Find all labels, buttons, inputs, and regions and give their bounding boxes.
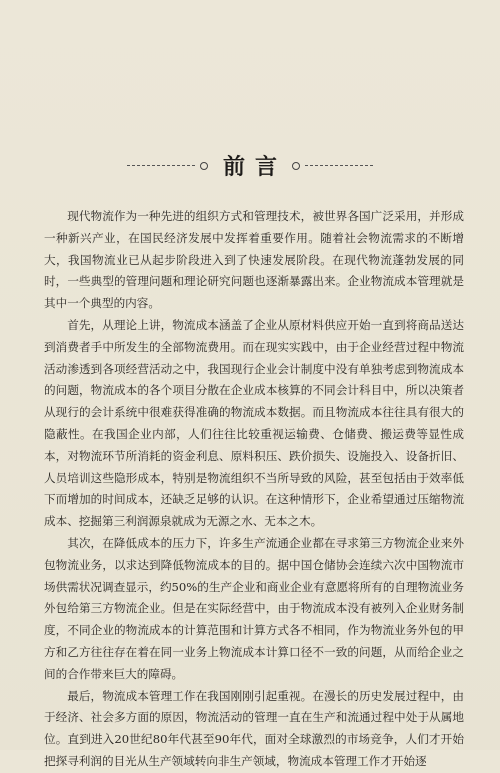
heading-ornament-right <box>292 162 300 170</box>
paragraph: 现代物流作为一种先进的组织方式和管理技术，被世界各国广泛采用，并形成一种新兴产业，在国民经济发展中发挥着重要作用。随着社会物流需求的不断增大，我国物流业已从起步阶段进入到了快速发展阶段。在现代物流蓬勃发展的同时，一些典型的管理问题和理论研究问题也逐渐暴露出来。企业物流成本管理就是其中一个典型的内容。 <box>44 209 464 311</box>
paragraph: 其次，在降低成本的压力下，许多生产流通企业都在寻求第三方物流企业来外包物流业务，以求达到降低物流成本的目的。据中国仓储协会连续六次中国物流市场供需状况调查显示，约50%的生产企业和商业企业有意愿将所有的自理物流业务外包给第三方物流企业。但是在实际经营中，由于物流成本没有被列入企业财务制度，不同企业的物流成本的计算范围和计算方式各不相同，作为物流业务外包的甲方和乙方往往存在着在同一业务上物流成本计算口径不一致的问题，从而给企业之间的合作带来巨大的障碍。 <box>44 535 464 681</box>
heading-rule-right <box>305 165 373 166</box>
page-title: 前言 <box>222 154 287 180</box>
preface-heading <box>0 150 500 181</box>
heading-rule-left <box>127 165 195 166</box>
paragraph: 最后，物流成本管理工作在我国刚刚引起重视。在漫长的历史发展过程中，由于经济、社会多方面的原因，物流活动的管理一直在生产和流通过程中处于从属地位。直到进入20世纪80年代甚至90年代，面对全球激烈的市场竞争，人们才开始把探寻利润的目光从生产领域转向非生产领域，物流成本管理工作才开始逐 <box>44 688 464 768</box>
paragraph: 首先，从理论上讲，物流成本涵盖了企业从原材料供应开始一直到将商品送达到消费者手中所发生的全部物流费用。而在现实实践中，由于企业经营过程中物流活动渗透到各项经营活动之中，我国现行企业会计制度中没有单独考虑到物流成本的问题，物流成本的各个项目分散在企业成本核算的不同会计科目中，所以决策者从现行的会计系统中很难获得准确的物流成本数据。而且物流成本往往具有很大的隐蔽性。在我国企业内部，人们往往比较重视运输费、仓储费、搬运费等显性成本，对物流环节所消耗的资金利息、原料积压、跌价损失、设施投入、设备折旧、人员培训这些隐形成本，特别是物流组织不当所导致的风险，甚至包括由于效率低下而增加的时间成本，还缺乏足够的认识。在这种情形下，企业希望通过压缩物流成本、挖掘第三利润源泉就成为无源之水、无本之木。 <box>44 317 464 529</box>
preface-body <box>44 206 464 773</box>
heading-ornament-left <box>200 162 208 170</box>
